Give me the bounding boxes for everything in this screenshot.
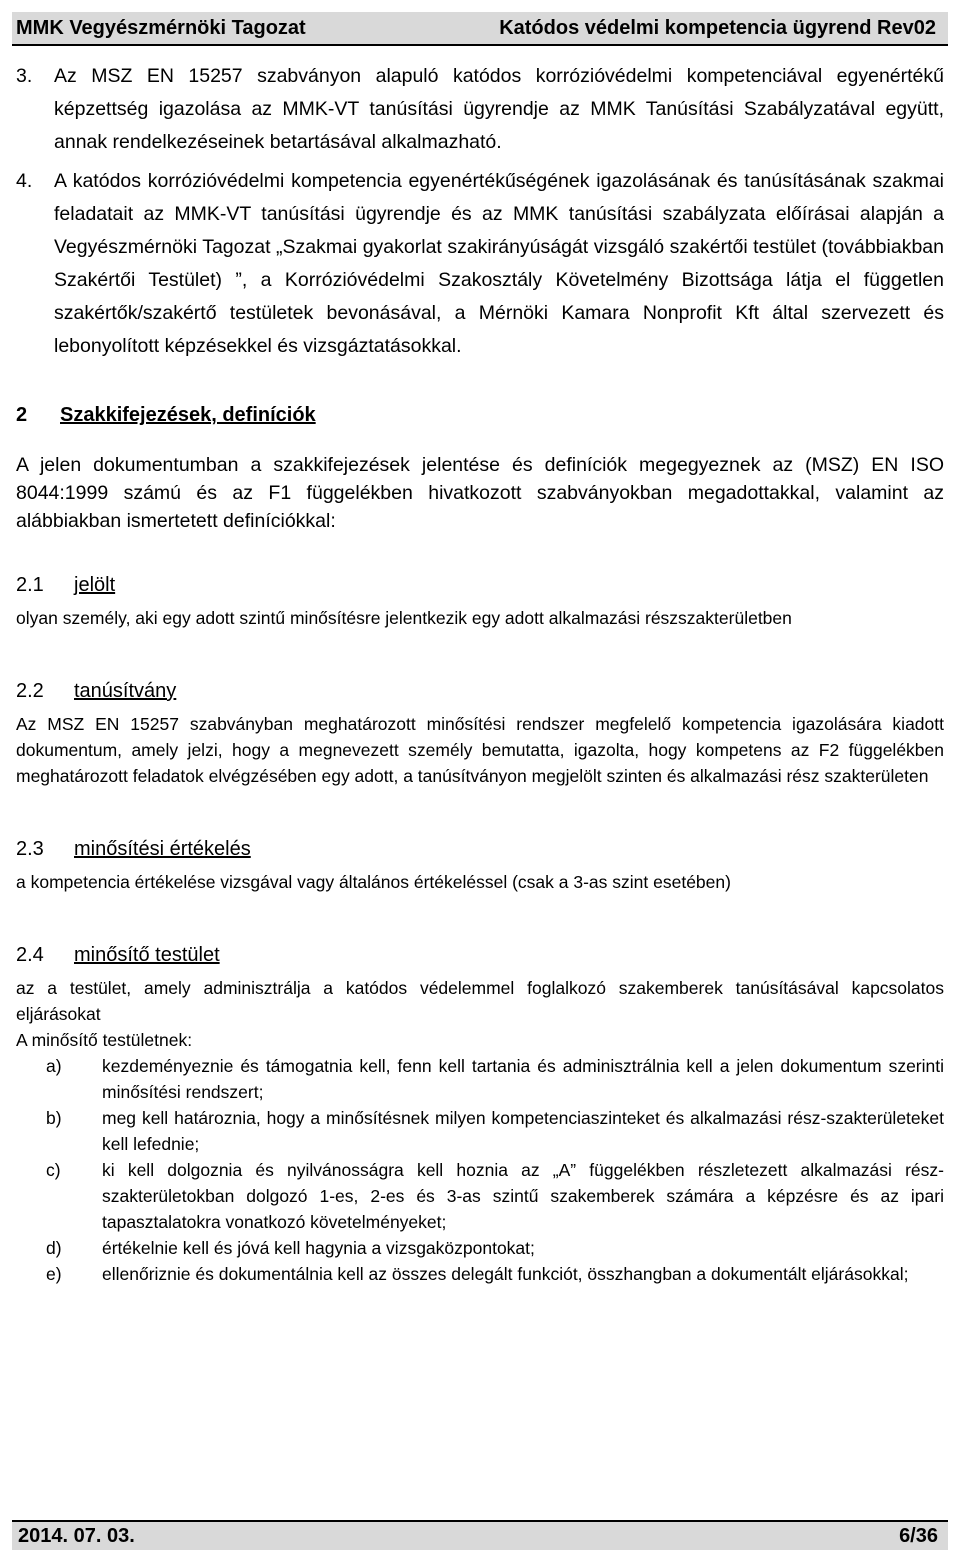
list-intro: A minősítő testületnek:	[16, 1030, 193, 1050]
definition-term: minősítési értékelés	[74, 838, 251, 860]
list-item-text: kezdeményeznie és támogatnia kell, fenn kell tartania és adminisztrálnia kell a jelen dokumentum szerinti minősítési rendszert;	[102, 1056, 944, 1102]
definition-term: tanúsítvány	[74, 680, 177, 702]
definition-text: az a testület, amely adminisztrálja a katódos védelemmel foglalkozó szakemberek tanúsításával kapcsolatos eljárásokat	[16, 978, 944, 1024]
definition-heading	[16, 677, 944, 705]
list-marker: c)	[46, 1160, 61, 1180]
definition-heading	[16, 571, 944, 599]
definition-term: jelölt	[74, 574, 116, 596]
list-item	[16, 1105, 944, 1157]
numbered-paragraph	[16, 60, 944, 159]
header-document-title: Katódos védelmi kompetencia ügyrend Rev02	[499, 16, 936, 39]
section-intro: A jelen dokumentumban a szakkifejezések jelentése és definíciók megegyeznek az (MSZ) EN ISO 8044:1999 számú és az F1 függelékben hivatkozott szabványokban megadottakkal, valamint az alábbiakban ismertetett definíciókkal:	[16, 454, 944, 532]
section-heading	[16, 401, 944, 429]
list-marker: e)	[46, 1264, 62, 1284]
list-item	[16, 1235, 944, 1261]
list-item	[16, 1261, 944, 1287]
section-title: Szakkifejezések, definíciók	[60, 404, 316, 426]
list-item-text: ellenőriznie és dokumentálnia kell az összes delegált funkciót, összhangban a dokumentált eljárásokkal;	[102, 1264, 909, 1284]
list-item-text: ki kell dolgoznia és nyilvánosságra kell hoznia az „A” függelékben részletezett alkalmazási rész-szakterületokban dolgozó 1-es, 2-es és 3-as szintű szakemberek számára a képzésre és az ipari tapasztalatokra vonatkozó követelményeket;	[102, 1160, 944, 1232]
definition-term: minősítő testület	[74, 944, 220, 966]
definition-heading	[16, 835, 944, 863]
paragraph-number: 4.	[16, 170, 33, 192]
list-item	[16, 1157, 944, 1235]
definition-number: 2.3	[16, 838, 44, 860]
definition-number: 2.4	[16, 944, 44, 966]
list-item-text: meg kell határoznia, hogy a minősítésnek milyen kompetenciaszinteket és alkalmazási rész-szakterületeket kell lefednie;	[102, 1108, 944, 1154]
definition-text: olyan személy, aki egy adott szintű minősítésre jelentkezik egy adott alkalmazási részszakterületben	[16, 608, 792, 628]
requirements-list	[16, 1053, 944, 1287]
numbered-paragraph	[16, 165, 944, 363]
header-organization: MMK Vegyészmérnöki Tagozat	[16, 16, 306, 39]
footer-date: 2014. 07. 03.	[18, 1524, 135, 1547]
list-marker: d)	[46, 1238, 62, 1258]
definition-number: 2.2	[16, 680, 44, 702]
list-marker: b)	[46, 1108, 62, 1128]
page-number: 6/36	[899, 1524, 938, 1547]
list-item	[16, 1053, 944, 1105]
page-footer	[12, 1520, 948, 1550]
definition-text: a kompetencia értékelése vizsgával vagy általános értékeléssel (csak a 3-as szint esetében)	[16, 872, 731, 892]
list-marker: a)	[46, 1056, 62, 1076]
section-number: 2	[16, 404, 28, 426]
list-item-text: értékelnie kell és jóvá kell hagynia a vizsgaközpontokat;	[102, 1238, 535, 1258]
paragraph-number: 3.	[16, 65, 33, 87]
definition-text: Az MSZ EN 15257 szabványban meghatározott minősítési rendszer megfelelő kompetencia igazolására kiadott dokumentum, amely jelzi, hogy a megnevezett személy bemutatta, igazolta, hogy kompetens az F2 függelékben meghatározott feladatok elvégzésében egy adott, a tanúsítványon megjelölt szinten és alkalmazási rész szakterületen	[16, 714, 944, 786]
paragraph-text: A katódos korrózióvédelmi kompetencia egyenértékűségének igazolásának és tanúsításának szakmai feladatait az MMK-VT tanúsítási ügyrendje és az MMK tanúsítási szabályzata előírásai alapján a Vegyészmérnöki Tagozat „Szakmai gyakorlat szakirányúságát vizsgáló szakértői testület (továbbiakban Szakértői Testület) ”, a Korrózióvédelmi Szakosztály Követelmény Bizottsága látja el független szakértők/szakértő testületek bevonásával, a Mérnöki Kamara Nonprofit Kft által szervezett és lebonyolított képzésekkel és vizsgáztatásokkal.	[54, 170, 944, 357]
definition-heading	[16, 941, 944, 969]
page-header	[12, 12, 948, 46]
definition-number: 2.1	[16, 574, 44, 596]
paragraph-text: Az MSZ EN 15257 szabványon alapuló katódos korrózióvédelmi kompetenciával egyenértékű képzettség igazolása az MMK-VT tanúsítási ügyrendje az MMK Tanúsítási Szabályzatával együtt, annak rendelkezéseinek betartásával alkalmazható.	[54, 65, 944, 153]
page-content	[16, 60, 944, 1287]
